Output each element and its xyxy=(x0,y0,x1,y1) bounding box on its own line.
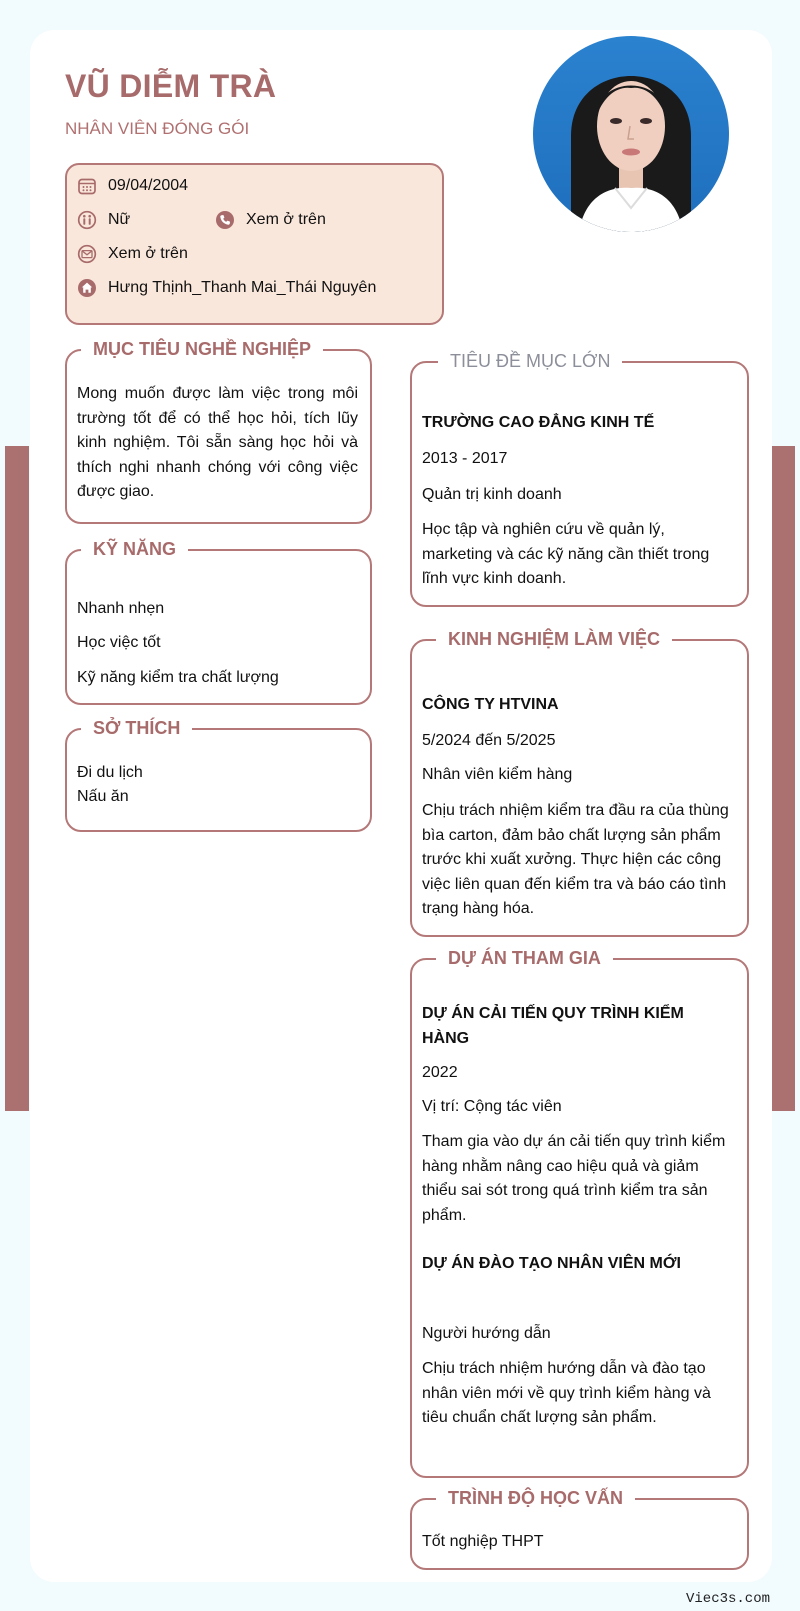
contact-card xyxy=(65,163,444,325)
gender-icon xyxy=(77,210,97,230)
address-value: Hưng Thịnh_Thanh Mai_Thái Nguyên xyxy=(108,279,377,296)
experience-description: Chịu trách nhiệm kiểm tra đầu ra của thùng bìa carton, đảm bảo chất lượng sản phẩm trước khi xuất xưởng. Thực hiện các công việc liên quan đến kiểm tra và báo cáo tình trạng hàng hóa. xyxy=(422,802,729,917)
hobbies-title: SỞ THÍCH xyxy=(81,715,192,741)
projects-section xyxy=(410,948,749,1478)
project-role: Vị trí: Cộng tác viên xyxy=(422,1098,562,1115)
objective-title: MỤC TIÊU NGHỀ NGHIỆP xyxy=(81,336,323,362)
calendar-icon xyxy=(77,176,97,196)
experience-position: Nhân viên kiểm hàng xyxy=(422,766,573,783)
skill-item: Kỹ năng kiểm tra chất lượng xyxy=(77,669,279,686)
hobby-item: Nấu ăn xyxy=(77,788,129,805)
company-name: CÔNG TY HTVINA xyxy=(422,696,559,713)
mail-icon xyxy=(77,244,97,264)
education-section xyxy=(410,351,749,607)
skills-title: KỸ NĂNG xyxy=(81,536,188,562)
phone-value: Xem ở trên xyxy=(246,211,326,228)
candidate-role: NHÂN VIÊN ĐÓNG GÓI xyxy=(65,119,250,138)
education-major: Quản trị kinh doanh xyxy=(422,486,562,503)
education-description: Học tập và nghiên cứu về quản lý, marketing và các kỹ năng cần thiết trong lĩnh vực kinh doanh. xyxy=(422,521,710,587)
experience-section xyxy=(410,629,749,937)
gender-row xyxy=(77,210,130,230)
project-role: Người hướng dẫn xyxy=(422,1325,551,1342)
education-period: 2013 - 2017 xyxy=(422,450,508,467)
projects-title: DỰ ÁN THAM GIA xyxy=(436,945,613,971)
email-row xyxy=(77,244,188,264)
objective-text: Mong muốn được làm việc trong môi trường tốt để có thể học hỏi, tích lũy kinh nghiệm. Tôi sẵn sàng học hỏi và thích nghi nhanh chóng với công việc được giao. xyxy=(77,385,358,500)
experience-title: KINH NGHIỆM LÀM VIỆC xyxy=(436,626,672,652)
project-year: 2022 xyxy=(422,1064,458,1081)
address-row xyxy=(77,278,376,298)
objective-section xyxy=(65,339,372,524)
watermark: Viec3s.com xyxy=(685,1591,770,1607)
birthday-row xyxy=(77,176,188,196)
skills-section xyxy=(65,539,372,705)
project-name: DỰ ÁN CẢI TIẾN QUY TRÌNH KIỂM HÀNG xyxy=(422,1005,684,1047)
school-name: TRƯỜNG CAO ĐẲNG KINH TẾ xyxy=(422,414,655,431)
qualification-title: TRÌNH ĐỘ HỌC VẤN xyxy=(436,1485,635,1511)
right-decor-band xyxy=(771,446,795,1111)
birthday-value: 09/04/2004 xyxy=(108,177,189,194)
skill-item: Học việc tốt xyxy=(77,634,161,651)
skill-item: Nhanh nhẹn xyxy=(77,600,165,617)
phone-icon xyxy=(215,210,235,230)
experience-period: 5/2024 đến 5/2025 xyxy=(422,732,556,749)
phone-row xyxy=(215,210,326,230)
cv-page xyxy=(30,30,772,1582)
home-icon xyxy=(77,278,97,298)
project-name: DỰ ÁN ĐÀO TẠO NHÂN VIÊN MỚI xyxy=(422,1255,681,1272)
hobbies-section xyxy=(65,718,372,832)
candidate-name: VŨ DIỄM TRÀ xyxy=(65,68,277,104)
qualification-section xyxy=(410,1488,749,1570)
left-decor-band xyxy=(5,446,29,1111)
hobby-item: Đi du lịch xyxy=(77,764,143,781)
profile-photo xyxy=(533,36,729,232)
qualification-text: Tốt nghiệp THPT xyxy=(422,1533,544,1550)
education-title: TIÊU ĐỀ MỤC LỚN xyxy=(438,348,622,374)
project-description: Tham gia vào dự án cải tiến quy trình kiểm hàng nhằm nâng cao hiệu quả và giảm thiểu sai sót trong quá trình kiểm tra sản phẩm. xyxy=(422,1133,726,1224)
project-description: Chịu trách nhiệm hướng dẫn và đào tạo nhân viên mới về quy trình kiểm hàng và tiêu chuẩn chất lượng sản phẩm. xyxy=(422,1360,711,1426)
gender-value: Nữ xyxy=(108,211,131,228)
email-value: Xem ở trên xyxy=(108,245,188,262)
